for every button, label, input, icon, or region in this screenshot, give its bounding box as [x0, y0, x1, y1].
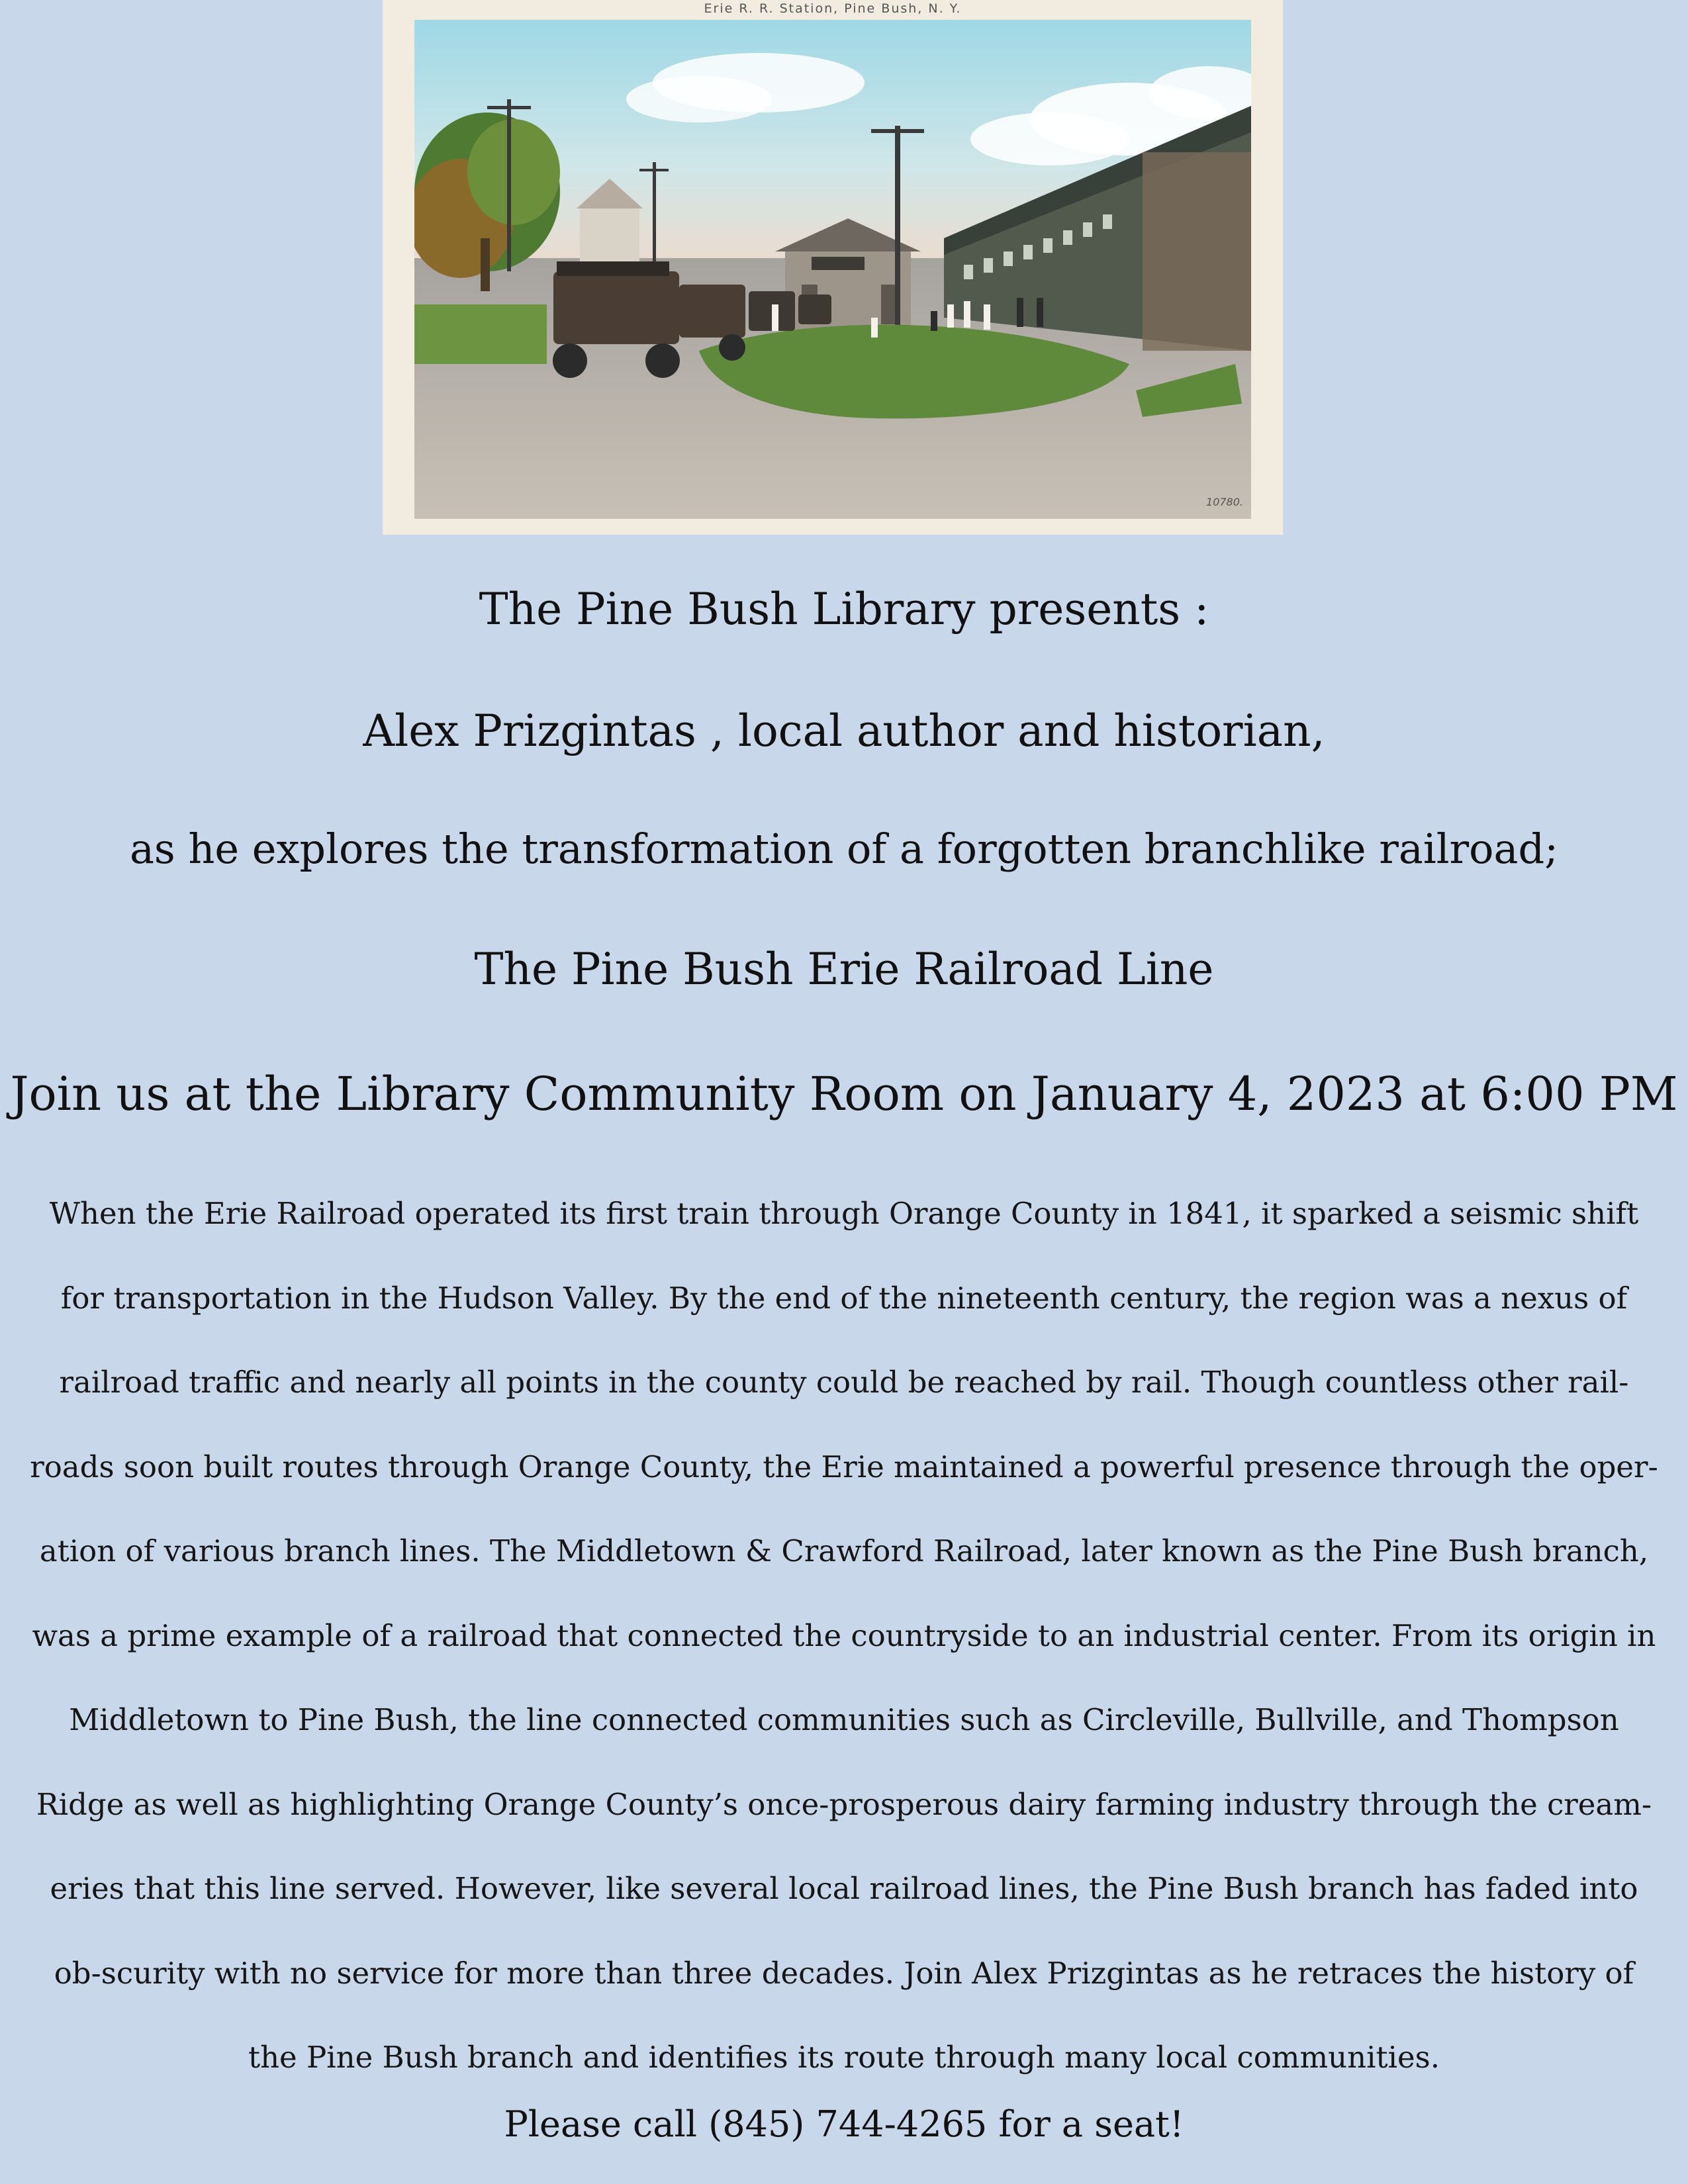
- postcard-image: [383, 0, 1283, 535]
- postcard-number: 10780.: [1206, 496, 1243, 508]
- event-description: When the Erie Railroad operated its first train through Orange County in 1841, it sparked a seismic shift for transportation in the Hudson Valley. By the end of the nineteenth century, the region was a nexus of railroad traffic and nearly all points in the county could be reached by rail. Though countless other rail-roads soon built routes through Orange County, the Erie maintained a powerful presence through the oper-ation of various branch lines. The Middletown & Crawford Railroad, later known as the Pine Bush branch, was a prime example of a railroad that connected the countryside to an industrial center. From its origin in Middletown to Pine Bush, the line connected communities such as Circleville, Bullville, and Thompson Ridge as well as highlighting Orange County’s once-prosperous dairy farming industry through the cream-eries that this line served. However, like several local railroad lines, the Pine Bush branch has faded into ob-scurity with no service for more than three decades. Join Alex Prizgintas as he retraces the history of the Pine Bush branch and identifies its route through many local communities.: [30, 1196, 1658, 2075]
- reservation-phone: Please call (845) 744-4265 for a seat!: [504, 2103, 1184, 2145]
- railroad-line-title: The Pine Bush Erie Railroad Line: [474, 944, 1214, 995]
- event-date-time: Join us at the Library Community Room on January 4, 2023 at 6:00 PM: [10, 1067, 1678, 1121]
- railroad-station-illustration: [414, 20, 1251, 519]
- postcard-caption: Erie R. R. Station, Pine Bush, N. Y.: [704, 1, 962, 16]
- topic-heading: as he explores the transformation of a forgotten branchlike railroad;: [129, 825, 1559, 873]
- presents-heading: The Pine Bush Library presents :: [479, 584, 1209, 635]
- author-heading: Alex Prizgintas , local author and historian,: [363, 705, 1325, 756]
